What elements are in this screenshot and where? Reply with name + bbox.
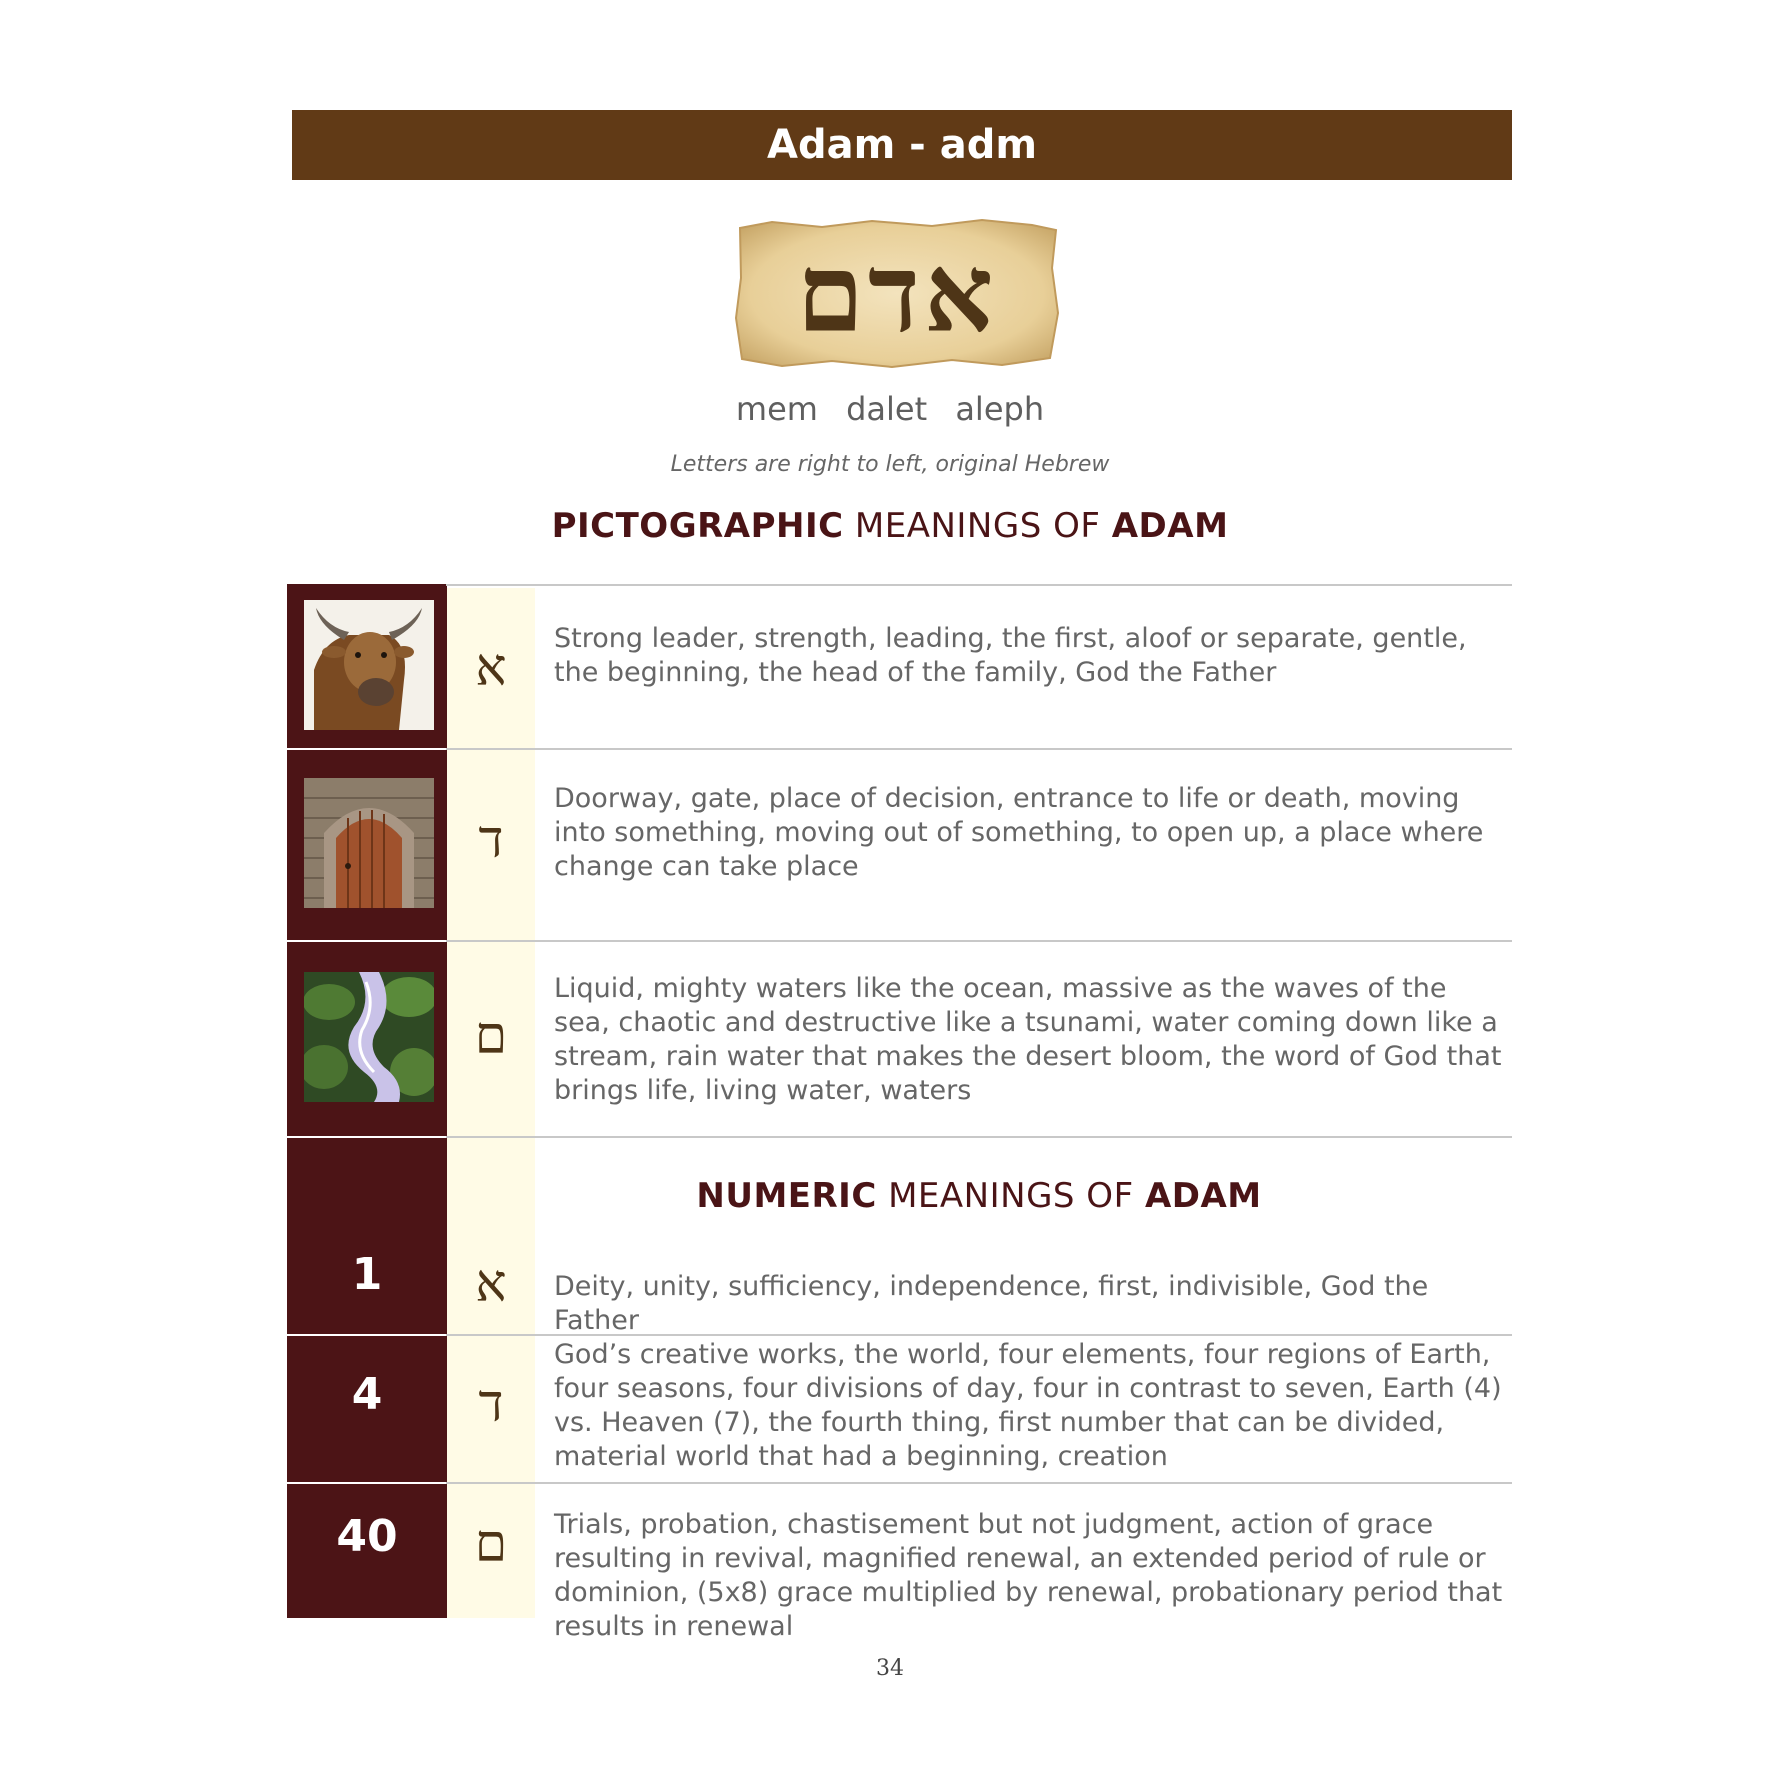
pictographic-description: Liquid, mighty waters like the ocean, massive as the waves of the sea, chaotic and destructive like a tsunami, water coming down like a stream, rain water that makes the desert bloom, the word of God that brings life, living water, waters (554, 973, 1502, 1106)
ox-icon (304, 600, 434, 730)
hebrew-letter-mem: ם (474, 1006, 508, 1066)
hebrew-letter-aleph: א (475, 638, 507, 698)
water-stream-icon (304, 972, 434, 1102)
direction-note: Letters are right to left, original Hebrew (670, 452, 1110, 477)
parchment-word-card (732, 218, 1062, 370)
hebrew-letter-dalet: ד (478, 1374, 504, 1434)
page-number: 34 (876, 1656, 904, 1681)
hebrew-word: אדם (796, 230, 998, 357)
pictographic-heading: PICTOGRAPHIC MEANINGS OF ADAM (551, 506, 1229, 546)
hebrew-letter-aleph: א (475, 1254, 507, 1314)
page-title: Adam - adm (292, 110, 1512, 180)
letter-name-mem: mem (735, 390, 818, 428)
doorway-icon (304, 778, 434, 908)
numeric-value: 40 (336, 1511, 398, 1562)
numeric-description: Deity, unity, sufficiency, independence, first, indivisible, God the Father (554, 1271, 1429, 1336)
table-rule (446, 584, 1512, 586)
table-rule (446, 940, 1512, 942)
pictographic-description: Doorway, gate, place of decision, entrance to life or death, moving into something, moving out of something, to open up, a place where change can take place (554, 783, 1484, 882)
numeric-description: God’s creative works, the world, four elements, four regions of Earth, four seasons, four divisions of day, four in contrast to seven, Earth (4) vs. Heaven (7), the fourth thing, first number that can be divided, material world that had a beginning, creation (554, 1339, 1502, 1472)
letter-name-aleph: aleph (955, 390, 1045, 428)
table-rule (446, 1136, 1512, 1138)
table-rule (446, 748, 1512, 750)
cream-column (447, 588, 535, 1618)
letter-name-dalet: dalet (846, 390, 928, 428)
hebrew-letter-dalet: ד (478, 810, 504, 870)
pictographic-description: Strong leader, strength, leading, the first, aloof or separate, gentle, the beginning, the head of the family, God the Father (554, 623, 1467, 688)
numeric-description: Trials, probation, chastisement but not judgment, action of grace resulting in revival, magnified renewal, an extended period of rule or dominion, (5x8) grace multiplied by renewal, probationary period that results in renewal (554, 1509, 1503, 1642)
letter-names (0, 390, 1780, 428)
numeric-value: 4 (351, 1369, 383, 1420)
numeric-heading: NUMERIC MEANINGS OF ADAM (696, 1176, 1262, 1216)
table-rule (446, 1482, 1512, 1484)
numeric-value: 1 (351, 1249, 383, 1300)
hebrew-letter-mem: ם (474, 1514, 508, 1574)
